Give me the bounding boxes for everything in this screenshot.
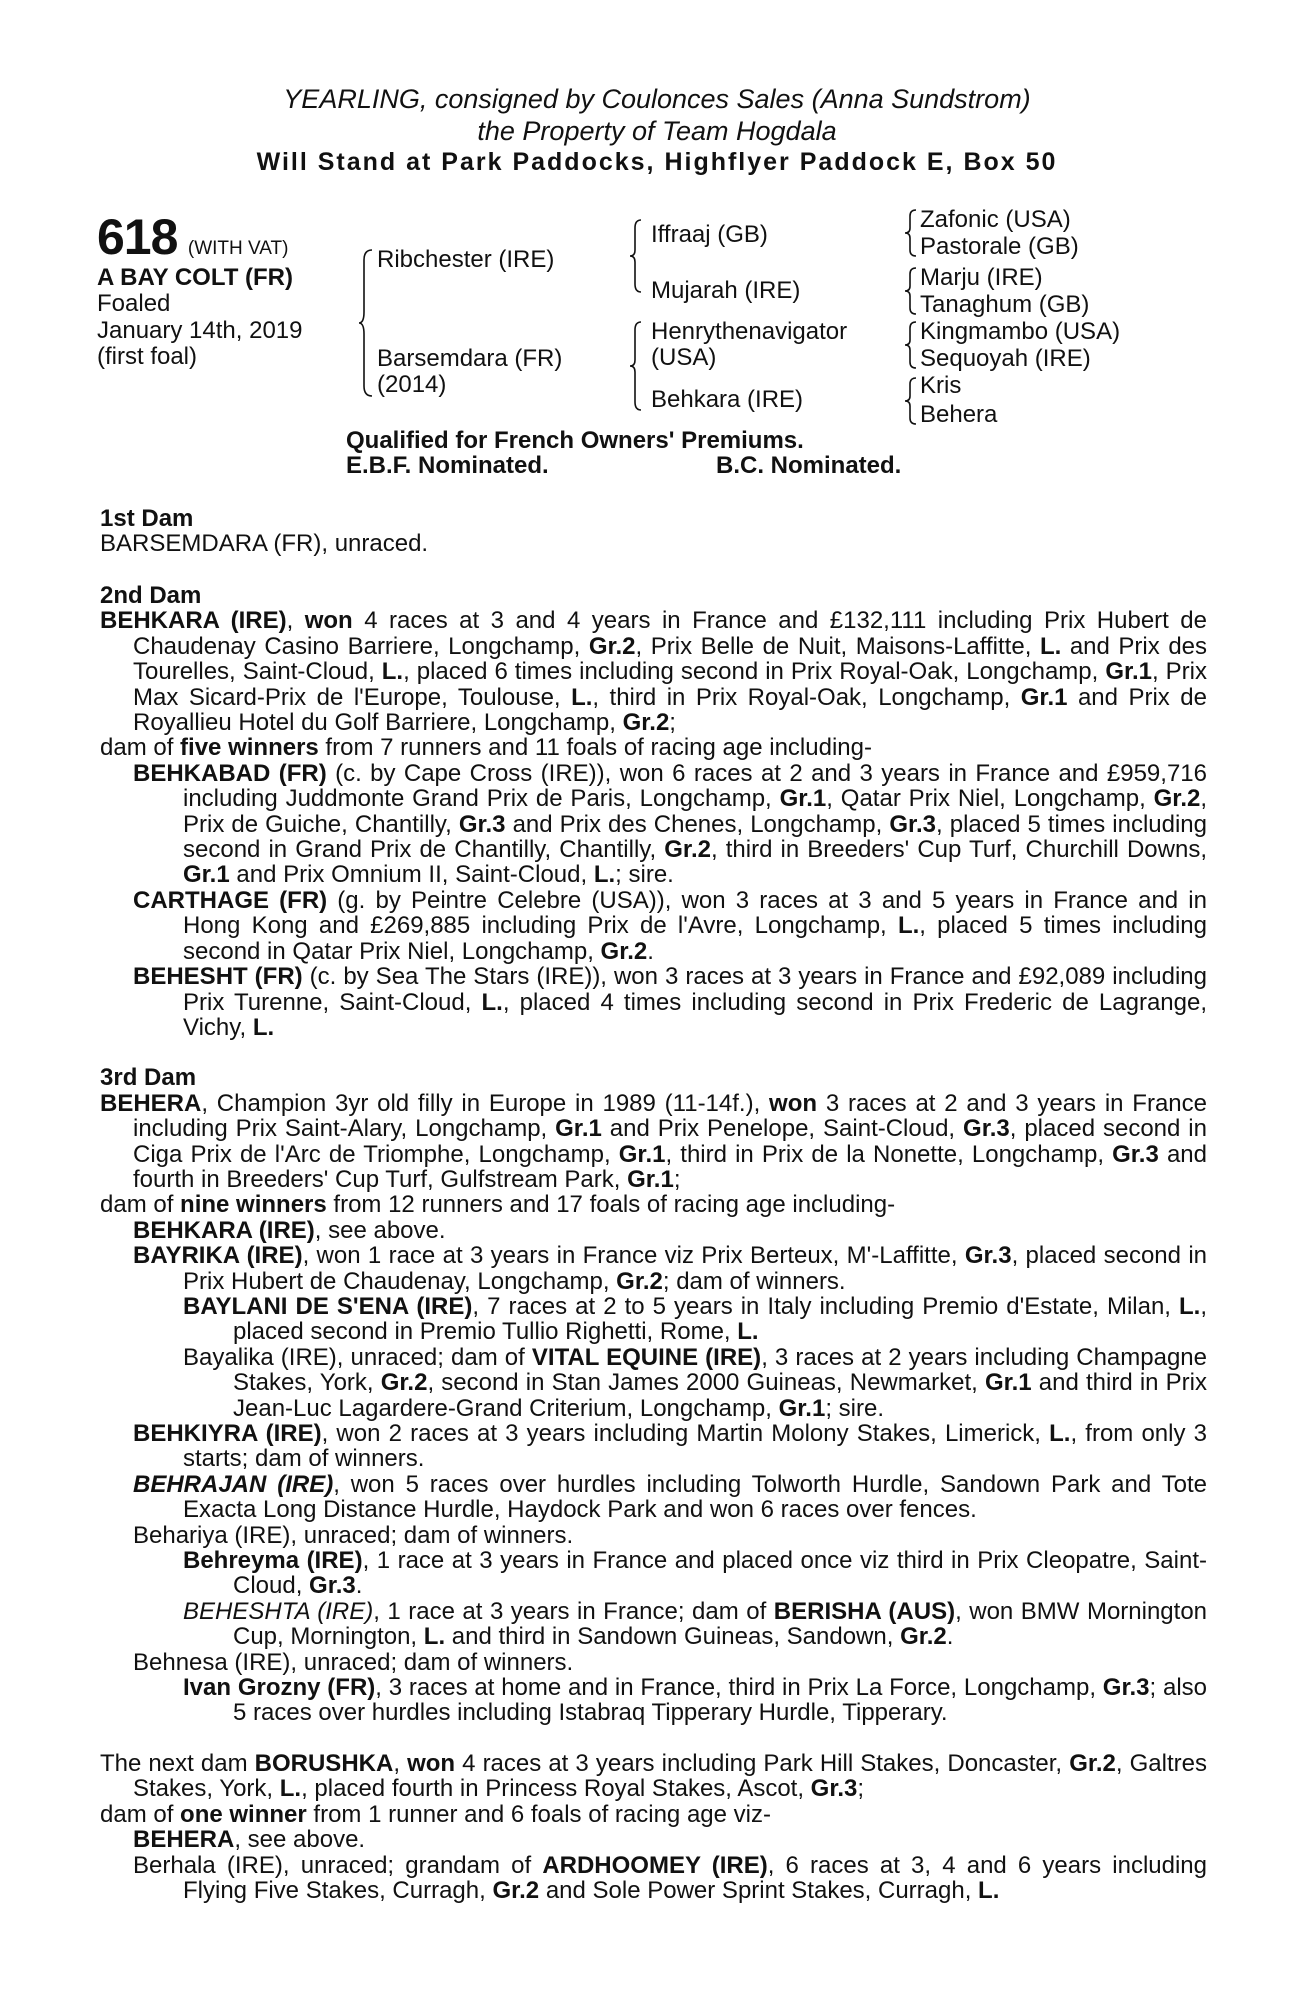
next-dam-record: The next dam BORUSHKA, won 4 races at 3 years including Park Hill Stakes, Doncaster, Gr.2, Galtres Stakes, York, L., placed fourth in Princess Royal Stakes, Ascot, Gr.3;	[100, 1749, 1207, 1803]
produce-berhala: Berhala (IRE), unraced; grandam of ARDHOOMEY (IRE), 6 races at 3, 4 and 6 years including Flying Five Stakes, Curragh, Gr.2 and Sole Power Sprint Stakes, Curragh, L.	[133, 1851, 1208, 1904]
produce-behesht: BEHESHT (FR) (c. by Sea The Stars (IRE)), won 3 races at 3 years in France and £92,089 including Prix Turenne, Saint-Cloud, L., placed 4 times including second in Prix Frederic de Lagrange, Vichy, L.	[133, 963, 1208, 1041]
pedigree-brace-dam	[629, 320, 643, 412]
pedigree-ggd4: Behera	[920, 401, 998, 428]
pedigree-brace-main	[358, 248, 374, 398]
pedigree-ggd1: Pastorale (GB)	[920, 233, 1079, 260]
foaled-label: Foaled	[97, 290, 171, 317]
second-dam-produce-summary: dam of five winners from 7 runners and 11 foals of racing age including-	[100, 734, 872, 762]
pedigree-sire: Ribchester (IRE)	[377, 246, 555, 273]
pedigree-ggd3: Sequoyah (IRE)	[920, 345, 1091, 372]
third-dam-record: BEHERA, Champion 3yr old filly in Europe in 1989 (11-14f.), won 3 races at 2 and 3 years in France including Prix Saint-Alary, Longchamp, Gr.1 and Prix Penelope, Saint-Cloud, Gr.3, placed second in Ciga Prix de l'Arc de Triomphe, Longchamp, Gr.1, third in Prix de la Nonette, Longchamp, Gr.3 and fourth in Breeders' Cup Turf, Gulfstream Park, Gr.1;	[100, 1089, 1208, 1193]
produce-behnesa: Behnesa (IRE), unraced; dam of winners.	[133, 1648, 574, 1676]
first-dam-section	[100, 506, 428, 557]
pedigree-brace-gg3	[904, 320, 918, 370]
lot-number-line	[97, 208, 289, 266]
third-dam-produce-summary: dam of nine winners from 12 runners and 17 foals of racing age including-	[100, 1191, 896, 1219]
header-line-2: the Property of Team Hogdala	[477, 116, 837, 146]
pedigree-brace-sire	[629, 218, 643, 294]
foaled-date: January 14th, 2019	[97, 317, 303, 344]
pedigree-brace-gg1	[904, 208, 918, 258]
dam-details	[100, 583, 1207, 1903]
pedigree-gd1: Mujarah (IRE)	[651, 277, 801, 304]
produce-behkabad: BEHKABAD (FR) (c. by Cape Cross (IRE)), won 6 races at 2 and 3 years in France and £959,716 including Juddmonte Grand Prix de Paris, Longchamp, Gr.1, Qatar Prix Niel, Longchamp, Gr.2, Prix de Guiche, Chantilly, Gr.3 and Prix des Chenes, Longchamp, Gr.3, placed 5 times including second in Grand Prix de Chantilly, Chantilly, Gr.2, third in Breeders' Cup Turf, Churchill Downs, Gr.1 and Prix Omnium II, Saint-Cloud, L.; sire.	[133, 759, 1208, 889]
produce-baylani-de-sena: BAYLANI DE S'ENA (IRE), 7 races at 2 to 5 years in Italy including Premio d'Estate, Milan, L., placed second in Premio Tullio Righetti, Rome, L.	[183, 1292, 1207, 1346]
first-foal-note: (first foal)	[97, 343, 198, 370]
first-dam-text: BARSEMDARA (FR), unraced.	[100, 530, 429, 558]
produce-beheshta: BEHESHTA (IRE), 1 race at 3 years in France; dam of BERISHA (AUS), won BMW Mornington Cup, Mornington, L. and third in Sandown Guineas, Sandown, Gr.2.	[183, 1597, 1208, 1651]
produce-carthage: CARTHAGE (FR) (g. by Peintre Celebre (USA)), won 3 races at 3 and 5 years in France and in Hong Kong and £269,885 including Prix de l'Avre, Longchamp, L., placed 5 times including second in Qatar Prix Niel, Longchamp, Gr.2.	[133, 886, 1207, 965]
pedigree-ggs1: Zafonic (USA)	[920, 206, 1071, 233]
pedigree-gd2: Behkara (IRE)	[651, 386, 804, 413]
pedigree-gs2-line2: (USA)	[651, 344, 717, 371]
produce-behkiyra: BEHKIYRA (IRE), won 2 races at 3 years including Martin Molony Stakes, Limerick, L., from only 3 starts; dam of winners.	[133, 1420, 1207, 1473]
second-dam-record: BEHKARA (IRE), won 4 races at 3 and 4 years in France and £132,111 including Prix Hubert de Chaudenay Casino Barriere, Longchamp, Gr.2, Prix Belle de Nuit, Maisons-Laffitte, L. and Prix des Tourelles, Saint-Cloud, L., placed 6 times including second in Prix Royal-Oak, Longchamp, Gr.1, Prix Max Sicard-Prix de l'Europe, Toulouse, L., third in Prix Royal-Oak, Longchamp, Gr.1 and Prix de Royallieu Hotel du Golf Barriere, Longchamp, Gr.2;	[100, 607, 1208, 737]
header-line-1: YEARLING, consigned by Coulonces Sales (Anna Sundstrom)	[283, 84, 1031, 114]
pedigree-ggs4: Kris	[920, 372, 962, 399]
produce-ivan-grozny: Ivan Grozny (FR), 3 races at home and in France, third in Prix La Force, Longchamp, Gr.3; also 5 races over hurdles including Istabraq Tipperary Hurdle, Tipperary.	[183, 1674, 1207, 1727]
pedigree-ggd2: Tanaghum (GB)	[920, 291, 1090, 318]
lot-number: 618	[97, 209, 178, 265]
qualified-premiums: Qualified for French Owners' Premiums.	[346, 427, 804, 454]
pedigree-dam-line2: (2014)	[377, 371, 447, 398]
next-dam-produce-summary: dam of one winner from 1 runner and 6 foals of racing age viz-	[100, 1800, 771, 1828]
pedigree-gs2-line1: Henrythenavigator	[651, 318, 848, 345]
produce-bayrika: BAYRIKA (IRE), won 1 race at 3 years in France viz Prix Berteux, M'-Laffitte, Gr.3, placed second in Prix Hubert de Chaudenay, Longchamp, Gr.2; dam of winners.	[133, 1242, 1208, 1295]
pedigree-brace-gg4	[904, 376, 918, 426]
pedigree-dam-line1: Barsemdara (FR)	[377, 345, 563, 372]
first-dam-heading: 1st Dam	[100, 505, 194, 532]
third-dam-heading: 3rd Dam	[100, 1064, 197, 1092]
ebf-nominated: E.B.F. Nominated.	[346, 452, 549, 479]
produce-behrajan: BEHRAJAN (IRE), won 5 races over hurdles including Tolworth Hurdle, Sandown Park and Tote Exacta Long Distance Hurdle, Haydock Park and won 6 races over fences.	[133, 1470, 1207, 1524]
second-dam-heading: 2nd Dam	[100, 582, 202, 609]
pedigree-ggs2: Marju (IRE)	[920, 264, 1043, 291]
produce-behkara: BEHKARA (IRE), see above.	[133, 1216, 446, 1244]
vat-label: (WITH VAT)	[187, 238, 289, 259]
produce-behera: BEHERA, see above.	[133, 1826, 366, 1854]
produce-bayalika: Bayalika (IRE), unraced; dam of VITAL EQUINE (IRE), 3 races at 2 years including Champagne Stakes, York, Gr.2, second in Stan James 2000 Guineas, Newmarket, Gr.1 and third in Prix Jean-Luc Lagardere-Grand Criterium, Longchamp, Gr.1; sire.	[183, 1343, 1208, 1422]
horse-name: BEHKARA (IRE)	[100, 607, 287, 635]
header-line-3: Will Stand at Park Paddocks, Highflyer Paddock E, Box 50	[256, 148, 1058, 176]
produce-behreyma: Behreyma (IRE), 1 race at 3 years in France and placed once viz third in Prix Cleopatre, Saint-Cloud, Gr.3.	[183, 1547, 1207, 1600]
pedigree-gs1: Iffraaj (GB)	[651, 221, 768, 248]
pedigree-ggs3: Kingmambo (USA)	[920, 318, 1121, 345]
bc-nominated: B.C. Nominated.	[716, 452, 902, 479]
lot-title: A BAY COLT (FR)	[97, 264, 293, 291]
produce-behariya: Behariya (IRE), unraced; dam of winners.	[133, 1521, 574, 1549]
pedigree-brace-gg2	[904, 266, 918, 316]
